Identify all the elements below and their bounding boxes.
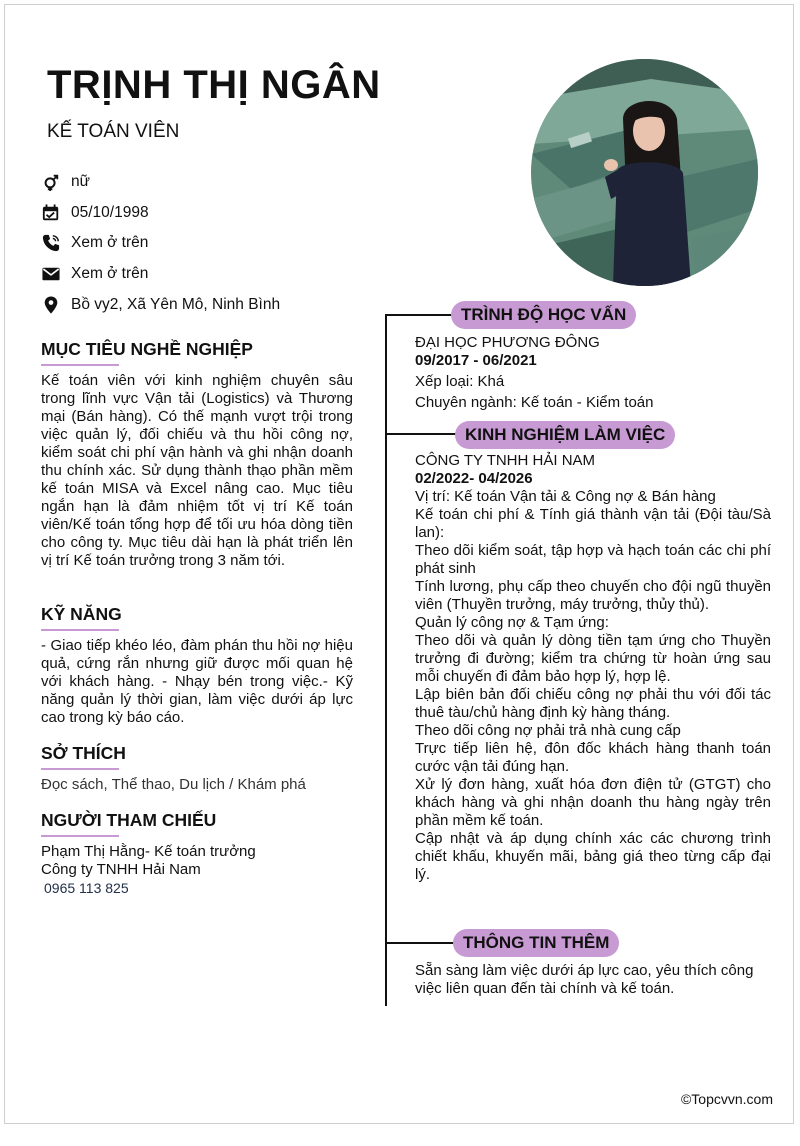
gender-value: nữ — [71, 173, 90, 190]
calendar-icon — [41, 203, 61, 223]
hobbies-heading: SỞ THÍCH — [41, 743, 126, 763]
timeline-line — [385, 314, 387, 1006]
footer-credit: ©Topcvvn.com — [680, 1091, 773, 1107]
additional-heading: THÔNG TIN THÊM — [453, 929, 619, 957]
experience-item: Trực tiếp liên hệ, đôn đốc khách hàng thanh toán cước vận tải đúng hạn. — [415, 740, 771, 775]
hobbies-underline — [41, 768, 119, 770]
references-underline — [41, 835, 119, 837]
experience-item: Theo dõi và quản lý dòng tiền tạm ứng cho Thuyền trưởng đi đường; kiểm tra chứng từ hoàn ứng sau mỗi chuyến đi đảm bảo hợp lý, hợp lệ. — [415, 632, 771, 685]
experience-item: Xử lý đơn hàng, xuất hóa đơn điện tử (GTGT) cho khách hàng và ghi nhận doanh thu hàng ngày trên phần mềm kế toán. — [415, 776, 771, 829]
contact-phone — [41, 233, 341, 253]
experience-item: Cập nhật và áp dụng chính xác các chương trình chiết khấu, khuyến mãi, bảng giá theo từng cấp đại lý. — [415, 830, 771, 883]
objective-heading: MỤC TIÊU NGHỀ NGHIỆP — [41, 339, 253, 359]
timeline-branch-education — [385, 314, 457, 316]
education-grade: Xếp loại: Khá — [415, 373, 505, 390]
candidate-name: TRỊNH THỊ NGÂN — [47, 63, 381, 107]
objective-underline — [41, 364, 119, 366]
experience-item: Quản lý công nợ & Tạm ứng: — [415, 614, 609, 631]
birthday-value: 05/10/1998 — [71, 204, 149, 221]
contact-address — [41, 295, 341, 315]
education-school: ĐẠI HỌC PHƯƠNG ĐÔNG — [415, 334, 600, 351]
timeline-branch-additional — [385, 942, 457, 944]
experience-item: Tính lương, phụ cấp theo chuyến cho đội ngũ thuyền viên (Thuyền trưởng, máy trưởng, thủy thủ). — [415, 578, 771, 613]
location-icon — [41, 295, 61, 315]
phone-icon — [41, 233, 61, 253]
address-value: Bồ vy2, Xã Yên Mô, Ninh Bình — [71, 296, 281, 313]
education-heading: TRÌNH ĐỘ HỌC VẤN — [451, 301, 636, 329]
reference-phone: 0965 113 825 — [44, 880, 129, 896]
education-block — [415, 334, 771, 412]
timeline-branch-experience — [385, 433, 457, 435]
reference-company: Công ty TNHH Hải Nam — [41, 861, 201, 878]
additional-text: Sẵn sàng làm việc dưới áp lực cao, yêu thích công việc liên quan đến tài chính và kế toán. — [415, 962, 754, 997]
education-period: 09/2017 - 06/2021 — [415, 352, 537, 369]
experience-item: Kế toán chi phí & Tính giá thành vận tải (Đội tàu/Sà lan): — [415, 506, 771, 541]
objective-text: Kế toán viên với kinh nghiệm chuyên sâu trong lĩnh vực Vận tải (Logistics) và Thương mại (Bán hàng). Có thế mạnh vượt trội trong việc quản lý, đối chiếu và thu hồi công nợ, kiểm soát chi phí vận hành và ghi nhận doanh thu chính xác. Sử dụng thành thạo phần mềm kế toán MISA và Excel nâng cao. Mục tiêu ngắn hạn là đảm nhiệm tốt vị trí Kế toán viên/Kế toán tổng hợp để tối ưu hóa dòng tiền cho công ty. Mục tiêu dài hạn là phát triển lên vị trí Kế toán trưởng trong 3 năm tới. — [41, 372, 353, 569]
experience-block — [415, 452, 771, 884]
skills-underline — [41, 629, 119, 631]
job-title: KẾ TOÁN VIÊN — [47, 121, 180, 142]
reference-person: Phạm Thị Hằng- Kế toán trưởng — [41, 843, 256, 860]
gender-icon — [41, 172, 61, 192]
references-block — [41, 843, 353, 897]
skills-text: - Giao tiếp khéo léo, đàm phán thu hồi nợ hiệu quả, cứng rắn nhưng giữ được mối quan hệ với khách hàng. - Nhạy bén trong việc.- Kỹ năng quản lý thời gian, làm việc dưới áp lực cao trong kỳ báo cáo. — [41, 637, 353, 726]
cv-page — [4, 4, 794, 1124]
mail-icon — [41, 264, 61, 284]
experience-item: Theo dõi kiểm soát, tập hợp và hạch toán các chi phí phát sinh — [415, 542, 771, 577]
experience-heading: KINH NGHIỆM LÀM VIỆC — [455, 421, 675, 449]
phone-value: Xem ở trên — [71, 234, 149, 251]
education-major: Chuyên ngành: Kế toán - Kiểm toán — [415, 394, 654, 411]
contact-email — [41, 264, 341, 284]
references-heading: NGƯỜI THAM CHIẾU — [41, 810, 217, 830]
experience-period: 02/2022- 04/2026 — [415, 470, 533, 487]
contact-gender — [41, 172, 341, 192]
experience-item: Theo dõi công nợ phải trả nhà cung cấp — [415, 722, 681, 739]
skills-heading: KỸ NĂNG — [41, 604, 122, 624]
contact-birthday — [41, 203, 341, 223]
profile-photo — [531, 59, 758, 286]
experience-position: Vị trí: Kế toán Vận tải & Công nợ & Bán hàng — [415, 488, 716, 505]
experience-item: Lập biên bản đối chiếu công nợ phải thu với đối tác thuê tàu/chủ hàng định kỳ hàng tháng. — [415, 686, 771, 721]
hobbies-text: Đọc sách, Thể thao, Du lịch / Khám phá — [41, 776, 306, 793]
email-value: Xem ở trên — [71, 265, 149, 282]
experience-company: CÔNG TY TNHH HẢI NAM — [415, 452, 596, 469]
